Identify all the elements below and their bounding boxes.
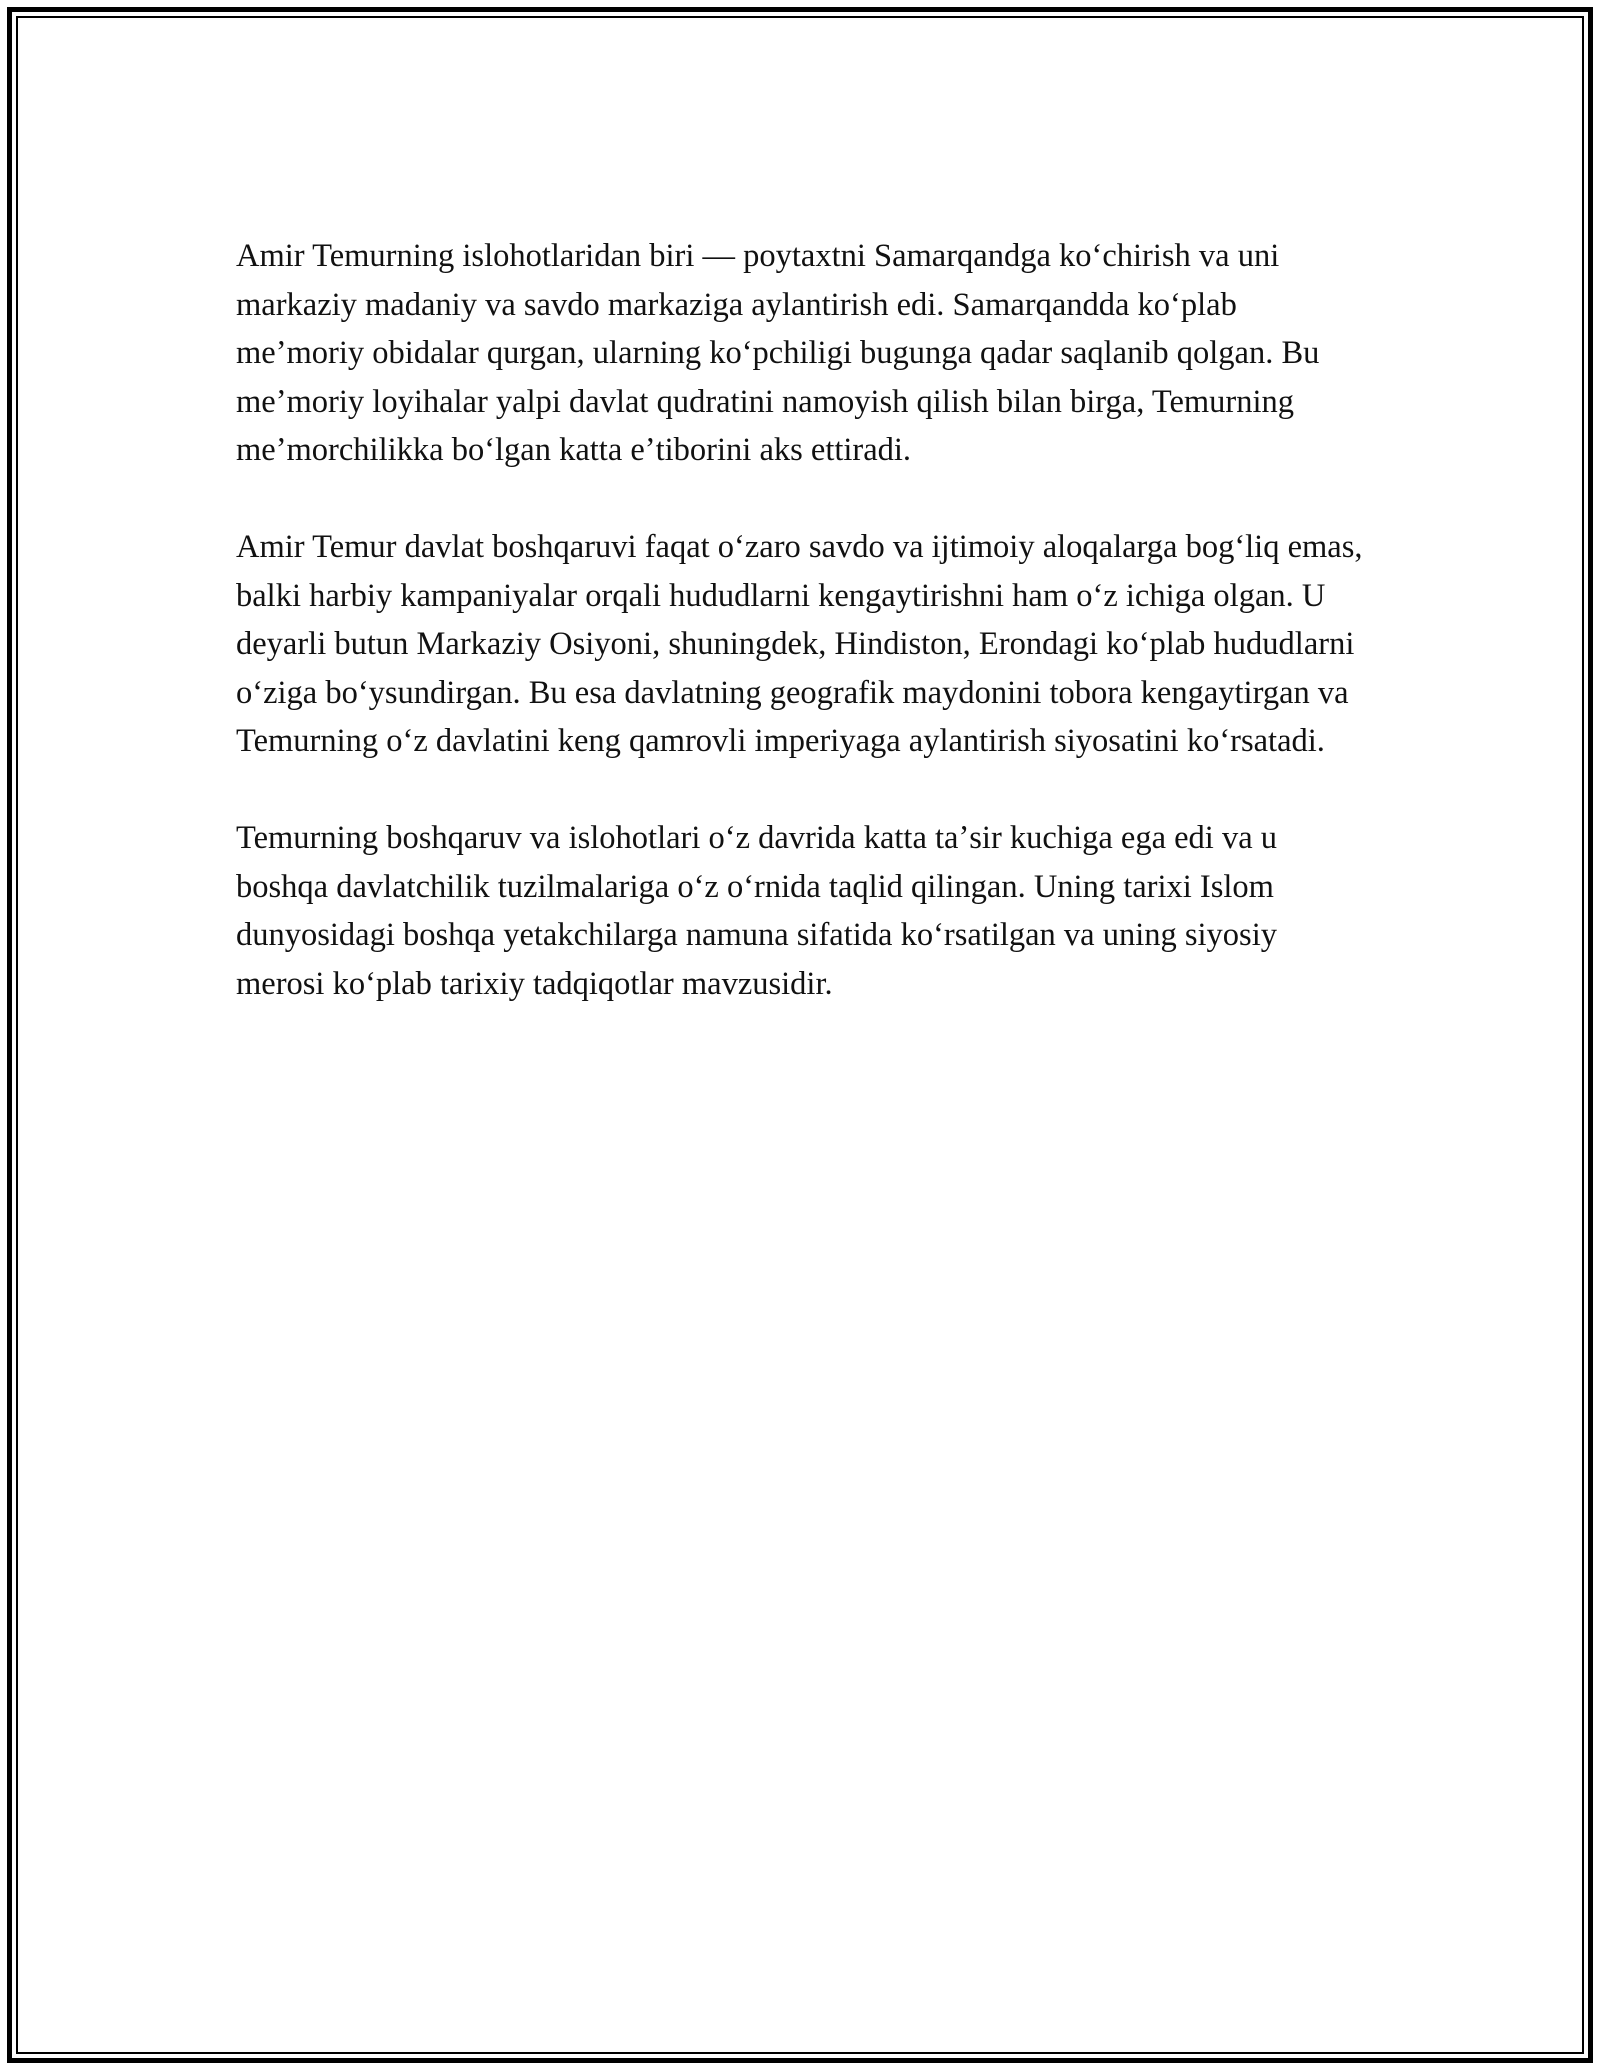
paragraph-3: Temurning boshqaruv va islohotlari oʻz davrida katta taʼsir kuchiga ega edi va u boshqa davlatchilik tuzilmalariga oʻz oʻrnida taqlid qilingan. Uning tarixi Islom dunyosidagi boshqa yetakchilarga namuna sifatida koʻrsatilgan va uning siyosiy merosi koʻplab tarixiy tadqiqotlar mavzusidir. [236,820,1277,1002]
paragraph-1: Amir Temurning islohotlaridan biri — poytaxtni Samarqandga koʻchirish va uni markaziy madaniy va savdo markaziga aylantirish edi. Samarqandda koʻplab meʼmoriy obidalar qurgan, ularning koʻpchiligi bugunga qadar saqlanib qolgan. Bu meʼmoriy loyihalar yalpi davlat qudratini namoyish qilish bilan birga, Temurning meʼmorchilikka boʻlgan katta eʼtiborini aks ettiradi. [236,238,1320,468]
document-body [236,232,1366,1057]
paragraph-2: Amir Temur davlat boshqaruvi faqat oʻzaro savdo va ijtimoiy aloqalarga bogʻliq emas, balki harbiy kampaniyalar orqali hududlarni kengaytirishni ham oʻz ichiga olgan. U deyarli butun Markaziy Osiyoni, shuningdek, Hindiston, Erondagi koʻplab hududlarni oʻziga boʻysundirgan. Bu esa davlatning geografik maydonini tobora kengaytirgan va Temurning oʻz davlatini keng qamrovli imperiyaga aylantirish siyosatini koʻrsatadi. [236,529,1363,759]
